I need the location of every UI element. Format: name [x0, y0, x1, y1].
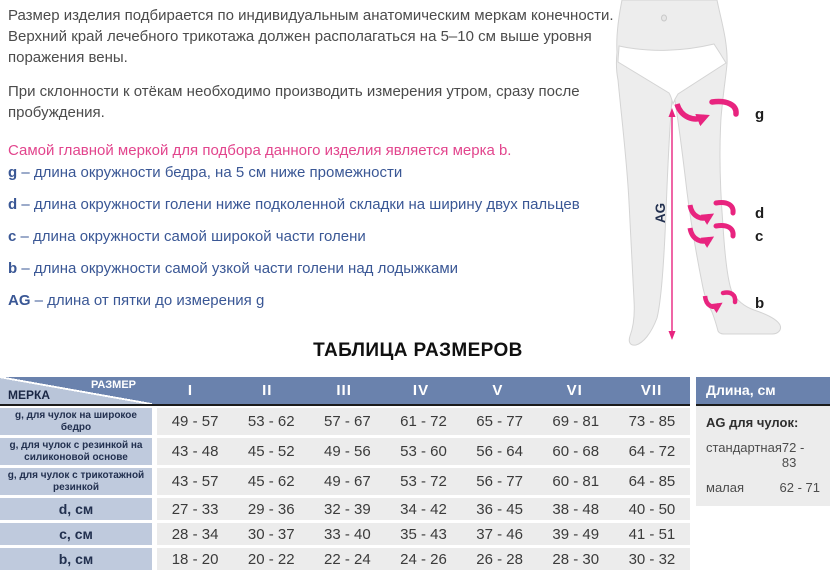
size-cell: 30 - 37 — [247, 525, 295, 543]
size-cell: 28 - 30 — [552, 550, 600, 568]
row-values — [157, 523, 690, 545]
length-row-value: 62 - 71 — [779, 480, 820, 495]
size-column-header: II — [262, 382, 273, 399]
size-cell: 39 - 49 — [552, 525, 600, 543]
row-label: b, см — [0, 548, 152, 570]
size-table — [0, 377, 690, 570]
g-label: g — [755, 106, 765, 123]
size-cell: 36 - 45 — [476, 500, 523, 518]
size-column-header: IV — [412, 382, 430, 399]
b-label: b — [755, 295, 765, 312]
row-values — [157, 468, 690, 495]
row-values — [157, 408, 690, 435]
intro-paragraph-2: При склонности к отёкам необходимо производить измерения утром, сразу после пробуждения. — [8, 83, 580, 121]
size-table-row — [0, 408, 690, 435]
size-column-header: I — [187, 382, 194, 399]
size-cell: 20 - 22 — [247, 550, 295, 568]
navel-shape — [662, 15, 667, 21]
size-table-body — [0, 408, 690, 570]
size-cell: 64 - 72 — [628, 443, 676, 460]
size-cell: 60 - 81 — [552, 473, 600, 490]
length-panel-subtitle: AG для чулок: — [706, 415, 799, 430]
length-row-label: стандартная — [706, 440, 782, 455]
size-table-row — [0, 548, 690, 570]
size-cell: 60 - 68 — [552, 443, 600, 460]
size-cell: 35 - 43 — [400, 525, 447, 543]
length-row — [706, 440, 820, 470]
leg-measurement-diagram — [615, 0, 836, 350]
size-cell: 38 - 48 — [552, 500, 600, 518]
size-cell: 27 - 33 — [171, 500, 219, 518]
size-column-header: V — [492, 382, 504, 399]
row-values — [157, 498, 690, 520]
measurement-term: g — [8, 164, 18, 181]
size-cell: 22 - 24 — [324, 550, 371, 568]
row-label: g, для чулок с резинкой на силиконовой основе — [0, 438, 152, 465]
length-panel-body — [696, 406, 830, 506]
intro-paragraph-1: Размер изделия подбирается по индивидуальным анатомическим меркам конечности. Верхний край лечебного трикотажа должен располагаться на 5–10 см выше уровня поражения вены. — [8, 7, 614, 66]
length-row-value: 72 - 83 — [781, 440, 805, 470]
length-row-label: малая — [706, 480, 745, 495]
row-label: g, для чулок с трикотажной резинкой — [0, 468, 152, 495]
size-cell: 53 - 60 — [400, 443, 447, 460]
size-cell: 69 - 81 — [552, 413, 600, 430]
size-cell: 57 - 67 — [324, 413, 371, 430]
measurement-term: AG — [8, 292, 31, 309]
size-cell: 26 - 28 — [476, 550, 523, 568]
length-panel-rows — [706, 440, 820, 495]
measurement-definition: g – длина окружности бедра, на 5 см ниже промежности — [8, 164, 403, 181]
size-cell: 45 - 52 — [247, 443, 295, 460]
size-cell: 49 - 57 — [171, 413, 219, 430]
size-cell: 18 - 20 — [171, 550, 219, 568]
size-column-header: VII — [640, 382, 663, 399]
row-label: d, см — [0, 498, 152, 520]
intro-highlight: Самой главной меркой для подбора данного изделия является мерка b. — [8, 142, 512, 159]
size-cell: 28 - 34 — [171, 525, 219, 543]
size-cell: 24 - 26 — [400, 550, 447, 568]
size-cell: 41 - 51 — [628, 525, 676, 543]
measurement-term: c — [8, 228, 17, 245]
header-underline — [0, 404, 690, 406]
ag-label: AG — [653, 202, 668, 224]
row-label: c, см — [0, 523, 152, 545]
d-label: d — [755, 205, 765, 222]
length-row — [706, 480, 820, 495]
measurement-definitions — [8, 163, 633, 323]
size-cell: 43 - 57 — [171, 473, 219, 490]
corner-size-label: РАЗМЕР — [90, 379, 136, 391]
length-panel — [696, 377, 830, 506]
size-cell: 45 - 62 — [247, 473, 295, 490]
size-cell: 32 - 39 — [324, 500, 371, 518]
size-cell: 56 - 77 — [476, 473, 523, 490]
size-table-row — [0, 523, 690, 545]
size-cell: 64 - 85 — [628, 473, 676, 490]
size-cell: 49 - 67 — [324, 473, 371, 490]
corner-measure-label: МЕРКА — [8, 388, 50, 402]
measurement-definition: AG – длина от пятки до измерения g — [8, 292, 265, 309]
c-label: c — [755, 228, 764, 245]
measurement-definition: d – длина окружности голени ниже подколенной складки на ширину двух пальцев — [8, 196, 580, 213]
size-table-row — [0, 498, 690, 520]
measurement-definition: b – длина окружности самой узкой части голени над лодыжками — [8, 260, 459, 277]
length-panel-title: Длина, см — [696, 377, 830, 404]
size-cell: 29 - 36 — [247, 500, 295, 518]
size-cell: 61 - 72 — [400, 413, 447, 430]
row-values — [157, 438, 690, 465]
intro-section — [8, 5, 618, 181]
size-cell: 56 - 64 — [476, 443, 523, 460]
size-table-row — [0, 468, 690, 495]
size-cell: 30 - 32 — [628, 550, 676, 568]
size-column-header: III — [336, 382, 352, 399]
measurement-term: d — [8, 196, 18, 213]
size-cell: 73 - 85 — [628, 413, 676, 430]
size-cell: 37 - 46 — [476, 525, 523, 543]
size-cell: 53 - 62 — [247, 413, 295, 430]
size-cell: 33 - 40 — [324, 525, 371, 543]
size-cell: 49 - 56 — [324, 443, 371, 460]
size-cell: 34 - 42 — [400, 500, 447, 518]
measurement-definition: c – длина окружности самой широкой части голени — [8, 228, 366, 245]
size-column-header: VI — [566, 382, 583, 399]
row-values — [157, 548, 690, 570]
size-table-header — [0, 377, 690, 404]
measurement-term: b — [8, 260, 18, 277]
row-label: g, для чулок на широкое бедро — [0, 408, 152, 435]
size-cell: 40 - 50 — [628, 500, 676, 518]
size-cell: 53 - 72 — [400, 473, 447, 490]
corner-cell — [0, 377, 152, 404]
size-table-title: ТАБЛИЦА РАЗМЕРОВ — [313, 340, 523, 361]
size-table-row — [0, 438, 690, 465]
size-cell: 65 - 77 — [476, 413, 523, 430]
size-cell: 43 - 48 — [171, 443, 219, 460]
size-columns — [152, 377, 690, 404]
